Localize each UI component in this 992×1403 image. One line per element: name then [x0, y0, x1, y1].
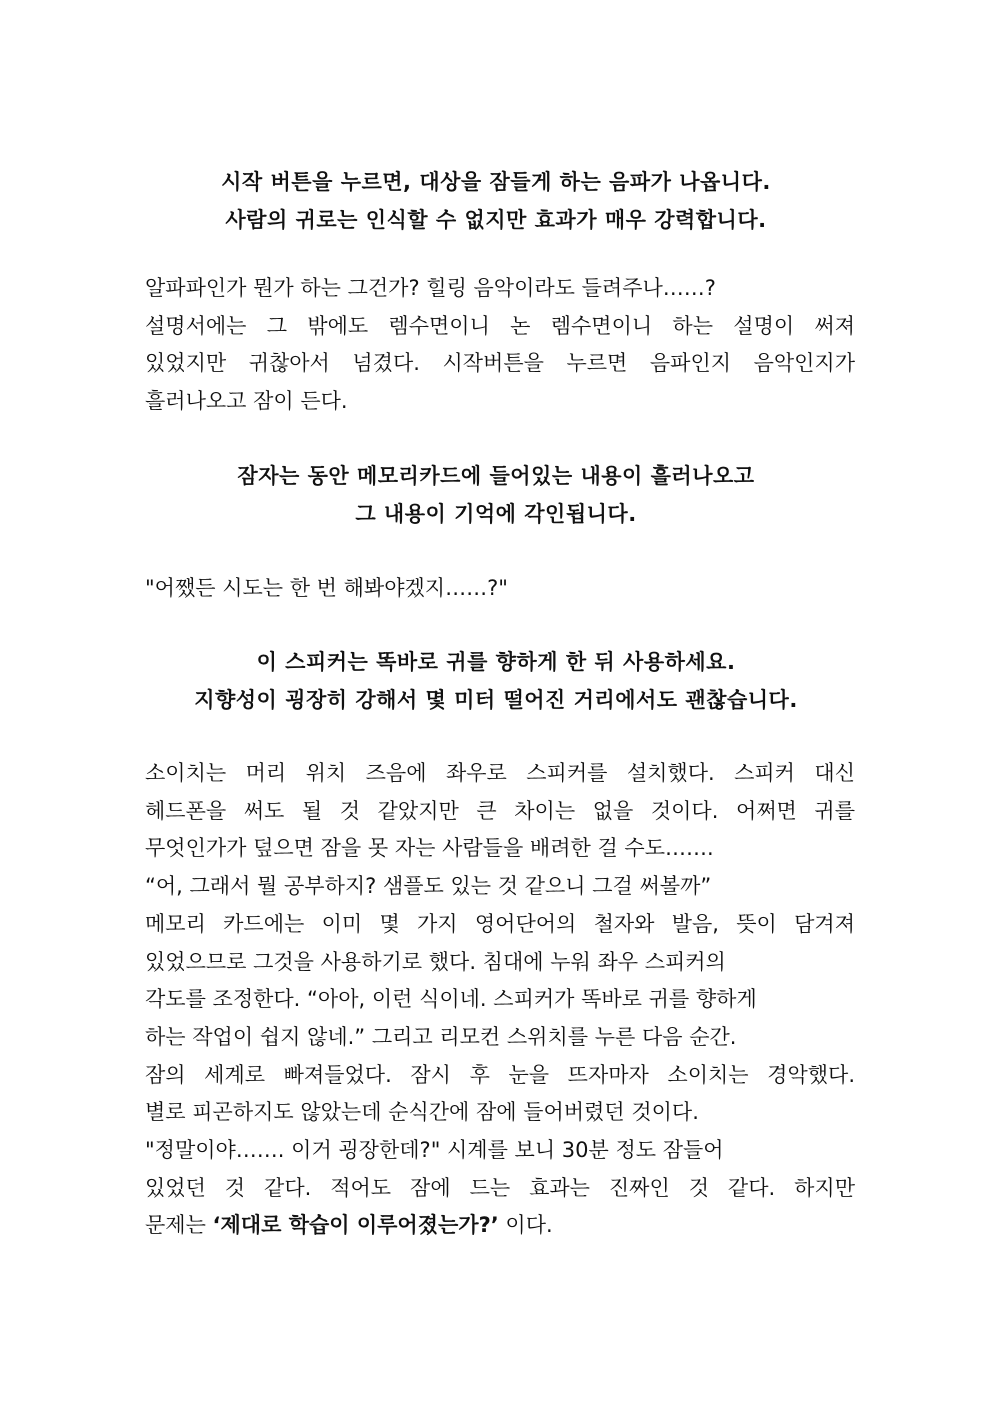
manual-notice-speaker — [0, 643, 992, 719]
paragraph-line: "어쨌든 시도는 한 번 해봐야겠지……?" — [145, 576, 508, 600]
notice-line: 지향성이 굉장히 강해서 몇 미터 떨어진 거리에서도 괜찮습니다. — [194, 688, 798, 712]
manual-notice-memory-card — [0, 457, 992, 533]
paragraph-last-line — [145, 1207, 855, 1245]
paragraph-line: 각도를 조정한다. “아아, 이런 식이네. 스피커가 똑바로 귀를 향하게 — [145, 987, 757, 1012]
notice-line: 잠자는 동안 메모리카드에 들어있는 내용이 흘러나오고 — [237, 464, 755, 488]
paragraph-line: 있었으므로 그것을 사용하기로 했다. 침대에 누워 좌우 스피커의 — [145, 949, 726, 974]
paragraph-line: “어, 그래서 뭘 공부하지? 샘플도 있는 것 같으니 그걸 써볼까” — [145, 874, 712, 899]
paragraph-line: 흘러나오고 잠이 든다. — [145, 389, 348, 414]
paragraph-line: 설명서에는 그 밖에도 렘수면이니 논 렘수면이니 하는 설명이 써져 — [145, 313, 855, 338]
manual-notice-sleep-wave — [0, 163, 992, 239]
notice-line: 그 내용이 기억에 각인됩니다. — [355, 502, 637, 526]
paragraph-line: 알파파인가 뭔가 하는 그건가? 힐링 음악이라도 들려주나……? — [145, 276, 716, 300]
last-line-prefix: 문제는 — [145, 1213, 213, 1238]
paragraph-main-story — [145, 755, 855, 1245]
paragraph-line: 헤드폰을 써도 될 것 같았지만 큰 차이는 없을 것이다. 어쩌면 귀를 — [145, 798, 855, 823]
paragraph-try-it — [145, 570, 855, 608]
last-line-suffix: 이다. — [498, 1213, 553, 1238]
paragraph-line: 잠의 세계로 빠져들었다. 잠시 후 눈을 뜨자마자 소이치는 경악했다. — [145, 1062, 855, 1087]
paragraph-line: 하는 작업이 쉽지 않네.” 그리고 리모컨 스위치를 누른 다음 순간. — [145, 1024, 737, 1049]
notice-line: 시작 버튼을 누르면, 대상을 잠들게 하는 음파가 나옵니다. — [221, 170, 771, 194]
paragraph-line: 소이치는 머리 위치 즈음에 좌우로 스피커를 설치했다. 스피커 대신 — [145, 761, 855, 785]
notice-line: 사람의 귀로는 인식할 수 없지만 효과가 매우 강력합니다. — [225, 208, 767, 232]
paragraph-line: 있었지만 귀찮아서 넘겼다. 시작버튼을 누르면 음파인지 음악인지가 — [145, 351, 855, 376]
paragraph-line: 별로 피곤하지도 않았는데 순식간에 잠에 들어버렸던 것이다. — [145, 1100, 699, 1125]
emphasized-question: ‘제대로 학습이 이루어졌는가?’ — [212, 1213, 499, 1238]
paragraph-line: 있었던 것 같다. 적어도 잠에 드는 효과는 진짜인 것 같다. 하지만 — [145, 1175, 855, 1200]
paragraph-line: "정말이야……. 이거 굉장한데?" 시계를 보니 30분 정도 잠들어 — [145, 1138, 724, 1163]
paragraph-alpha-wave — [145, 270, 855, 421]
paragraph-line: 무엇인가가 덮으면 잠을 못 자는 사람들을 배려한 걸 수도……. — [145, 836, 714, 861]
notice-line: 이 스피커는 똑바로 귀를 향하게 한 뒤 사용하세요. — [256, 650, 736, 674]
paragraph-line: 메모리 카드에는 이미 몇 가지 영어단어의 철자와 발음, 뜻이 담겨져 — [145, 911, 855, 936]
